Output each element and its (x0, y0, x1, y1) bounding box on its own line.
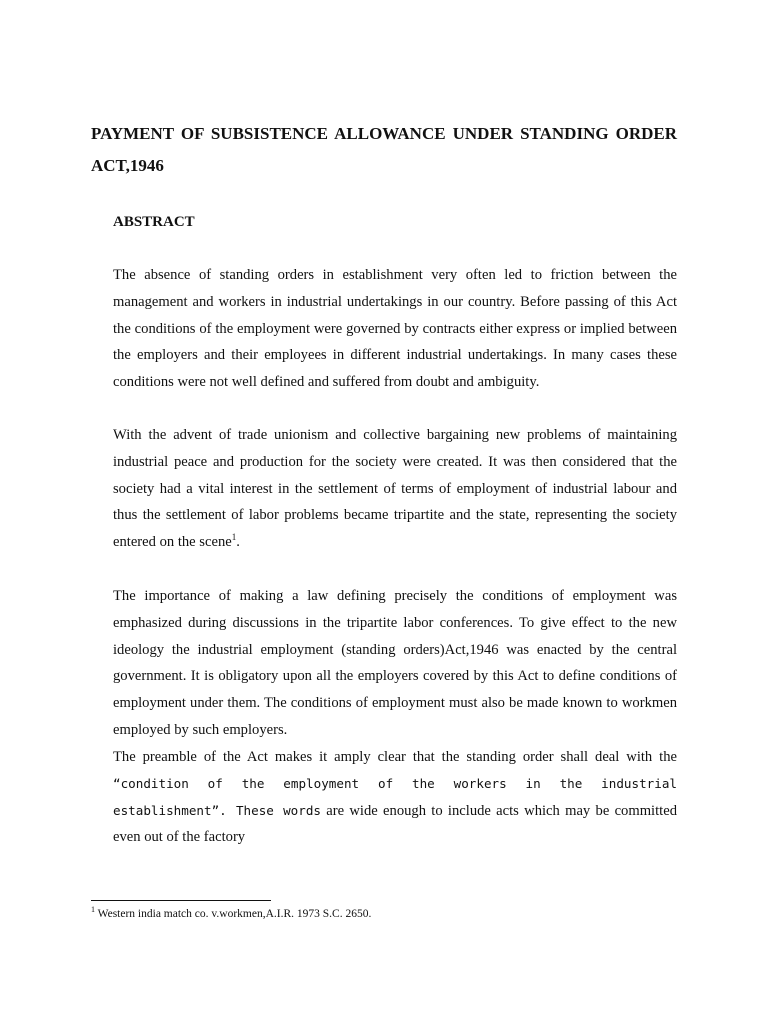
paragraph-3-text: The importance of making a law defining precisely the conditions of employment was emphasized during discussions in the tripartite labor conferences. To give effect to the new ideology the industrial employment (standing orders)Act,1946 was enacted by the central government. It is obligatory upon all the employers covered by this Act to define conditions of employment under them. The conditions of employment must also be made known to workmen employed by such employers. (113, 588, 677, 738)
paragraph-4 (113, 744, 677, 851)
paragraph-4-quote: “condition of the employment of the workers in the industrial establishment”. These words (113, 775, 677, 818)
paragraph-4-text-after: are wide enough to include acts which may be committed even out of the factory (113, 802, 677, 846)
paragraph-1-text: The absence of standing orders in establishment very often led to friction between the management and workers in industrial undertakings in our country. Before passing of this Act the conditions of the employment were governed by contracts either express or implied between the employers and their employees in different industrial undertakings. In many cases these conditions were not well defined and suffered from doubt and ambiguity. (113, 267, 677, 391)
paragraph-4-text-before: The preamble of the Act makes it amply clear that the standing order shall deal with the (113, 749, 677, 765)
paragraph-1 (113, 262, 677, 396)
footnote-separator (91, 900, 271, 901)
paragraph-3 (113, 583, 677, 744)
document-title: PAYMENT OF SUBSISTENCE ALLOWANCE UNDER STANDING ORDER ACT,1946 (91, 124, 677, 175)
footnote (91, 906, 371, 922)
footnote-reference[interactable]: 1 (231, 532, 237, 543)
paragraph-2-end: . (236, 534, 240, 551)
abstract-heading: ABSTRACT (113, 214, 195, 230)
footnote-marker: 1 (91, 905, 95, 915)
paragraph-2 (113, 422, 677, 556)
paragraph-2-text: With the advent of trade unionism and collective bargaining new problems of maintaining industrial peace and production for the society were created. It was then considered that the society had a vital interest in the settlement of terms of employment of industrial labour and thus the settlement of labor problems became tripartite and the state, representing the society entered on the scene (113, 427, 677, 551)
footnote-text: Western india match co. v.workmen,A.I.R. 1973 S.C. 2650. (95, 908, 372, 920)
